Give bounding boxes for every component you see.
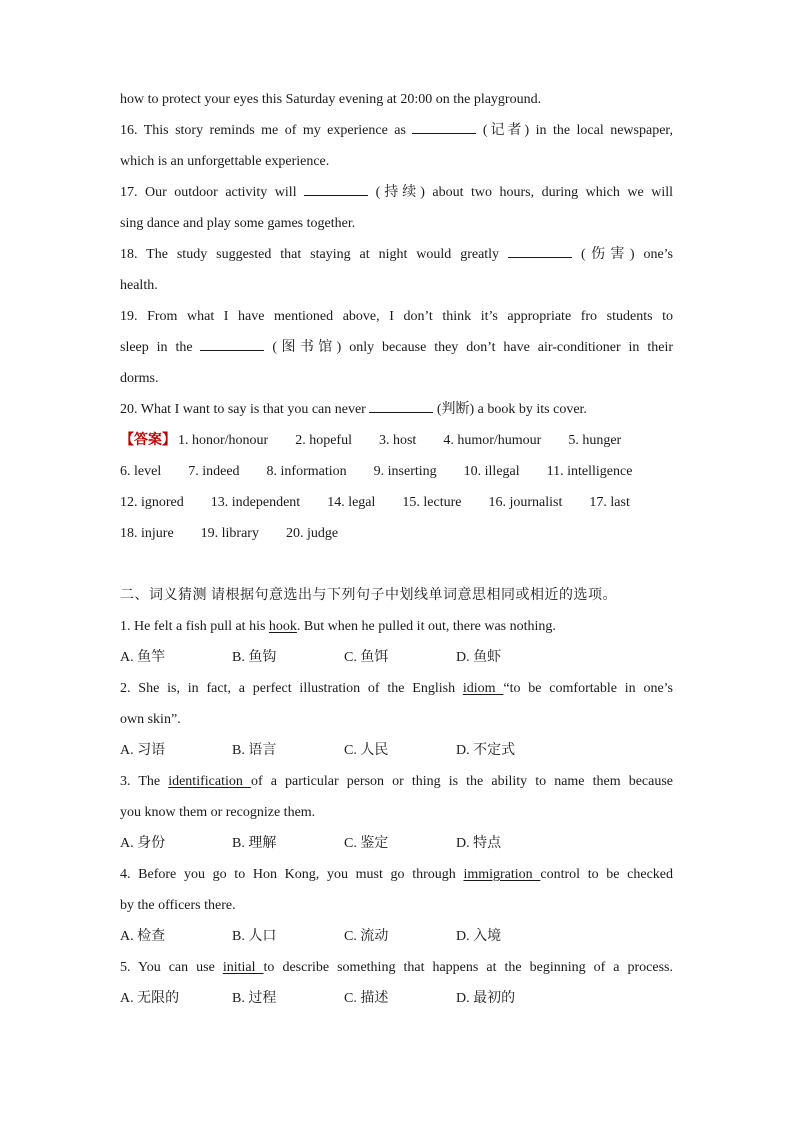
answer-item: 10. illegal — [463, 464, 520, 479]
answer-item: 16. journalist — [488, 495, 563, 510]
q19-hint: (图书馆) only because they don’t have air-conditioner in their — [272, 340, 673, 355]
option-b[interactable]: B. 鱼钩 — [232, 650, 277, 665]
answer-item: 14. legal — [327, 495, 376, 510]
q16-line2: which is an unforgettable experience. — [120, 154, 330, 169]
q17-hint: (持续) about two hours, during which we will — [375, 185, 673, 200]
answer-item: 9. inserting — [373, 464, 437, 479]
p2-q3-options — [120, 828, 673, 859]
q18-hint: (伤害) one’s — [580, 247, 674, 262]
document-page — [120, 84, 673, 1014]
answer-row-1 — [120, 425, 673, 456]
p2-q2-pre: 2. She is, in fact, a perfect illustration of the English — [120, 681, 463, 696]
option-a[interactable]: A. 习语 — [120, 743, 166, 758]
answer-item: 20. judge — [285, 526, 339, 541]
p2-q1-keyword: hook — [268, 619, 297, 634]
p2-q1-pre: 1. He felt a fish pull at his — [120, 619, 269, 634]
p2-q2-line2: own skin”. — [120, 712, 181, 727]
p2-q3-post: of a particular person or thing is the ability to name them because — [250, 774, 673, 789]
option-b[interactable]: B. 人口 — [232, 929, 277, 944]
p2-q3-line1 — [120, 766, 673, 797]
q19-line3: dorms. — [120, 371, 159, 386]
p2-q3-keyword: identification — [168, 774, 251, 789]
q19-line1: 19. From what I have mentioned above, I don’t think it’s appropriate fro students to — [120, 309, 673, 324]
answer-item: 3. host — [378, 433, 417, 448]
answer-item: 17. last — [589, 495, 630, 510]
q19-blank[interactable] — [200, 336, 264, 351]
option-b[interactable]: B. 理解 — [232, 836, 277, 851]
p2-q1-options — [120, 642, 673, 673]
q18-text: 18. The study suggested that staying at night would greatly — [120, 247, 500, 262]
q18-line2: health. — [120, 278, 158, 293]
option-d[interactable]: D. 不定式 — [456, 743, 516, 758]
p2-q5-options — [120, 983, 673, 1014]
p2-q1-line — [120, 611, 673, 642]
q17-line1 — [120, 177, 673, 208]
answer-item: 15. lecture — [402, 495, 462, 510]
answer-item: 1. honor/honour — [178, 433, 269, 448]
p2-q5-pre: 5. You can use — [120, 960, 223, 975]
p2-q2-line1 — [120, 673, 673, 704]
q19-text: sleep in the — [120, 340, 193, 355]
option-c[interactable]: C. 描述 — [344, 991, 389, 1006]
answer-item: 6. level — [120, 464, 162, 479]
option-d[interactable]: D. 鱼虾 — [456, 650, 502, 665]
q16-text: 16. This story reminds me of my experience as — [120, 123, 406, 138]
option-a[interactable]: A. 检查 — [120, 929, 166, 944]
option-c[interactable]: C. 人民 — [344, 743, 389, 758]
answer-item: 18. injure — [120, 526, 174, 541]
p2-q5-line1 — [120, 952, 673, 983]
q18-line1 — [120, 239, 673, 270]
q17-text: 17. Our outdoor activity will — [120, 185, 297, 200]
q19-line2 — [120, 332, 673, 363]
q18-blank[interactable] — [508, 243, 572, 258]
answer-item: 12. ignored — [120, 495, 184, 510]
p2-q4-keyword: immigration — [463, 867, 541, 882]
option-c[interactable]: C. 流动 — [344, 929, 389, 944]
section-spacer — [120, 549, 673, 580]
answer-item: 8. information — [266, 464, 347, 479]
answer-item: 2. hopeful — [295, 433, 352, 448]
q17-line2: sing dance and play some games together. — [120, 216, 356, 231]
q20-blank[interactable] — [369, 398, 433, 413]
option-a[interactable]: A. 身份 — [120, 836, 166, 851]
section-heading: 二、词义猜测 请根据句意选出与下列句子中划线单词意思相同或相近的选项。 — [120, 588, 617, 603]
option-c[interactable]: C. 鱼饵 — [344, 650, 389, 665]
answer-item: 11. intelligence — [546, 464, 633, 479]
answer-row-3 — [120, 487, 673, 518]
p2-q4-options — [120, 921, 673, 952]
q15-continuation: how to protect your eyes this Saturday evening at 20:00 on the playground. — [120, 92, 542, 107]
answer-row-4 — [120, 518, 673, 549]
q16-hint: (记者) in the local newspaper, — [482, 123, 674, 138]
answer-item: 5. hunger — [568, 433, 622, 448]
option-a[interactable]: A. 鱼竿 — [120, 650, 166, 665]
q16-line1 — [120, 115, 673, 146]
p2-q5-post: to describe something that happens at the beginning of a process. — [263, 960, 674, 975]
p2-q4-line2: by the officers there. — [120, 898, 236, 913]
option-d[interactable]: D. 最初的 — [456, 991, 516, 1006]
p2-q3-pre: 3. The — [120, 774, 169, 789]
answer-item: 13. independent — [210, 495, 301, 510]
p2-q2-keyword: idiom — [462, 681, 504, 696]
q16-blank[interactable] — [412, 119, 476, 134]
p2-q3-line2: you know them or recognize them. — [120, 805, 316, 820]
option-d[interactable]: D. 入境 — [456, 929, 502, 944]
answer-item: 4. humor/humour — [443, 433, 542, 448]
option-b[interactable]: B. 语言 — [232, 743, 277, 758]
p2-q4-post: control to be checked — [540, 867, 674, 882]
option-c[interactable]: C. 鉴定 — [344, 836, 389, 851]
q20-text: 20. What I want to say is that you can never — [120, 402, 366, 417]
answer-item: 19. library — [200, 526, 259, 541]
p2-q2-post: “to be comfortable in one’s — [503, 681, 674, 696]
answer-item: 7. indeed — [188, 464, 240, 479]
p2-q1-post: . But when he pulled it out, there was nothing. — [296, 619, 556, 634]
answer-row-2 — [120, 456, 673, 487]
option-b[interactable]: B. 过程 — [232, 991, 277, 1006]
option-a[interactable]: A. 无限的 — [120, 991, 180, 1006]
q20-line1 — [120, 394, 673, 425]
p2-q4-pre: 4. Before you go to Hon Kong, you must go through — [120, 867, 464, 882]
p2-q4-line1 — [120, 859, 673, 890]
answer-label: 【答案】 — [120, 433, 176, 448]
option-d[interactable]: D. 特点 — [456, 836, 502, 851]
p2-q5-keyword: initial — [222, 960, 264, 975]
q20-hint: (判断) a book by its cover. — [436, 402, 587, 417]
p2-q2-options — [120, 735, 673, 766]
q17-blank[interactable] — [304, 181, 368, 196]
